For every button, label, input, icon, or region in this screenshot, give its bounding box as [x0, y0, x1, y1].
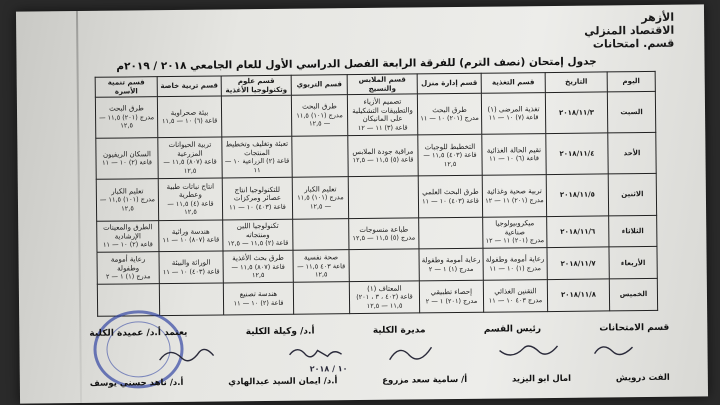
exam-room-time: قاعة (٤) ١١,٥ — ١٢,٥ — [167, 199, 214, 216]
exam-cell — [159, 220, 223, 252]
exam-cell — [418, 134, 482, 176]
exam-room-time: قاعة (٢) الزراعية ١٠ — ١١ — [224, 157, 290, 174]
exam-subject: انتاج نباتات طبية وعطرية — [166, 182, 215, 199]
exam-cell — [349, 281, 419, 314]
exam-subject: إحصاء تطبيقي — [430, 287, 473, 297]
exam-subject: طرق البحث — [109, 104, 144, 114]
exam-room-time: مدرج (٥) ١١,٥ — ١٢,٥ — [352, 233, 416, 243]
exam-subject: هندسة وراثية — [171, 227, 210, 236]
exam-room-time: مدرج (١٠١) ١١,٥ — ١٢,٥ — [296, 111, 343, 128]
exam-room-time: مدرج (٢٠١) ١١ — ١٢ — [485, 195, 544, 205]
header-line-2: الاقتصاد المنزلي — [584, 23, 675, 38]
date-cell: ٢٠١٨/١١/٨ — [547, 279, 609, 311]
exam-subject: تعليم الكبار — [304, 185, 337, 194]
exam-room-time: مدرج (١) ١ — ٢ — [105, 272, 151, 281]
exam-subject: رعاية أمومة وطفولة — [485, 255, 545, 265]
exam-cell — [347, 94, 417, 136]
exam-cell — [223, 282, 293, 315]
exam-cell — [483, 216, 547, 248]
date-cell: ٢٠١٨/١١/٣ — [545, 92, 607, 134]
exam-subject: المعتاف (١) — [367, 284, 402, 293]
exam-room-time: قاعة (٨٠٧) ١٠ — ١١ — [162, 235, 220, 245]
exam-cell — [97, 220, 159, 252]
exam-room-time — [295, 157, 346, 158]
exam-subject: طرق بحث الأغذية — [232, 253, 284, 263]
exam-subject: طرق البحث — [432, 105, 467, 114]
day-cell: الأحد — [608, 133, 656, 175]
exam-cell — [222, 178, 292, 220]
date-cell: ٢٠١٨/١١/٤ — [546, 133, 608, 175]
schedule-table — [95, 71, 658, 317]
exam-room-time — [352, 265, 417, 266]
exam-room-time: قاعة (٤٠٣) ١١,٥ — ١٢,٥ — [423, 150, 477, 168]
exam-cell — [223, 219, 293, 251]
exam-subject: للتكنولوجيا انتاج عصائر ومركزات — [233, 185, 282, 203]
exam-subject: صحة نفسية — [303, 253, 339, 262]
exam-subject: الوراثة والبيئة — [171, 258, 211, 268]
day-cell: الاثنين — [608, 174, 656, 216]
schedule-row — [96, 174, 656, 221]
exam-subject: تكنولوجيا اللبن ومنتجاته — [236, 222, 279, 240]
exam-subject: طرق البحث — [302, 102, 337, 111]
signature-title: رئيس القسم — [483, 324, 542, 335]
date-cell: ٢٠١٨/١١/٦ — [547, 216, 609, 248]
signature-title: أ.د/ وكيلة الكلية — [245, 326, 315, 338]
exam-room-time: مدرج (١) ١٠ — ١١ — [489, 263, 542, 273]
col-header: قسم الملابس والنسيج — [347, 74, 417, 95]
col-header: قسم التربوي — [291, 75, 347, 96]
exam-cell — [293, 250, 349, 282]
exam-cell — [223, 251, 293, 283]
exam-room-time: مدرج ٤٠٣ ١٠ — ١١ — [488, 295, 543, 305]
exam-schedule-paper — [16, 4, 708, 403]
col-header: اليوم — [607, 71, 655, 92]
schedule-row — [95, 91, 655, 138]
date-cell: ٢٠١٨/١١/٥ — [546, 174, 608, 216]
exam-room-time: قاعة (٨٠٧) ١١,٥ — ١٢,٥ — [231, 262, 285, 280]
col-header: قسم تنمية الأسرة — [95, 77, 157, 98]
exam-subject: تعبئة وتغليف وتخطيط المنتجات — [225, 140, 289, 158]
col-header: التاريخ — [545, 72, 607, 93]
exam-room-time: قاعة ٤٠٣ ١١,٥ — ١٢,٥ — [296, 261, 346, 279]
signature-title: مديرة الكلية — [372, 325, 426, 336]
exam-room-time: قاعة (٤٠٣) ١٠ — ١١ — [229, 202, 286, 212]
exam-subject: تصميم الأزياء والتطبيقات التشكيلية على المانيكان — [352, 97, 413, 124]
exam-cell — [418, 176, 482, 218]
col-header: قسم علوم وتكنولوجيا الأغذية — [221, 75, 291, 96]
day-cell: الأربعاء — [609, 247, 657, 279]
exam-subject: رعاية أمومة وطفولة — [110, 255, 146, 273]
exam-cell — [417, 93, 481, 135]
exam-cell — [483, 248, 547, 280]
exam-cell — [481, 93, 545, 135]
exam-room-time: قاعة (٤٠٢ ، ٣ ، ٢٠١) ١١,٥ — ١٢,٥ — [356, 292, 413, 310]
exam-room-time — [295, 234, 346, 235]
schedule-row — [97, 279, 657, 317]
exam-cell — [348, 176, 418, 218]
exam-room-time — [224, 116, 289, 117]
exam-subject: ميكروبيولوجيا صناعية — [495, 219, 535, 237]
exam-room-time: مدرج (٢٠١) ١١,٥ — ١٢,٥ — [99, 113, 155, 130]
signature-date: ١٠ / ٢٠١٨ — [309, 364, 348, 374]
exam-room-time: مدرج (٢٠١) ١٠ — ١١ — [420, 113, 479, 123]
exam-subject: تربية صحية وغذائية — [486, 187, 542, 196]
day-cell: الخميس — [609, 279, 657, 311]
exam-room-time: قاعة (٢) ١٠ — ١١ — [102, 240, 153, 250]
exam-cell — [482, 175, 546, 217]
header-line-1: الأزهر — [641, 10, 675, 25]
exam-room-time — [100, 300, 157, 301]
signer-name: امال ابو اليزيد — [511, 373, 572, 385]
exam-room-time: قاعة (٦) ١٠ — ١١,٥ — [161, 116, 218, 126]
exam-cell — [95, 97, 157, 139]
exam-cell — [222, 136, 292, 178]
exam-cell — [349, 249, 419, 281]
exam-cell — [96, 138, 158, 180]
exam-room-time: قاعة (٣) ١١ — ١٢ — [357, 123, 408, 132]
exam-cell — [483, 280, 547, 312]
exam-cell — [96, 179, 158, 221]
exam-cell — [482, 134, 546, 176]
col-header: قسم التغذية — [481, 73, 545, 94]
exam-cell — [221, 95, 291, 137]
exam-subject: التقنين الغذائي — [494, 287, 537, 296]
exam-subject: رعاية أمومة وطفولة — [421, 256, 481, 265]
exam-room-time — [162, 299, 221, 300]
col-header: قسم إدارة منزل — [417, 73, 481, 94]
exam-subject: تغذية المرضى (١) — [487, 104, 540, 114]
exam-subject: السكان الريفيون — [102, 150, 152, 159]
exam-cell — [348, 135, 418, 177]
exam-subject: تربية الحيوانات المزرعية — [168, 140, 212, 158]
exam-subject: بيئة صحراوية — [170, 108, 209, 117]
exam-subject: تعليم الكبار — [111, 187, 144, 196]
exam-cell — [292, 177, 348, 219]
schedule-row — [96, 133, 656, 180]
exam-room-time: قاعة (٥) ١١,٥ — ١٢,٥ — [352, 155, 414, 165]
exam-subject: طباعة منسوجات — [359, 225, 409, 234]
exam-room-time: قاعة (٤٠٣) ١٠ — ١١ — [422, 196, 479, 205]
exam-cell — [419, 217, 483, 249]
exam-room-time: قاعة (٤٠٣) ١٠ — ١١ — [162, 267, 220, 276]
exam-room-time: قاعة (٢) ١١,٥ — ١٢,٥ — [227, 239, 289, 248]
exam-room-time: قاعة (٢) ١٠ — ١١ — [102, 158, 152, 168]
exam-subject: طرق البحث العلمي — [422, 187, 479, 197]
exam-room-time: مدرج (٢٠١) ١ — ٢ — [425, 296, 478, 305]
exam-cell — [157, 96, 221, 138]
exam-room-time: قاعة (٨٠٧) ١١,٥ — ١٢,٥ — [163, 157, 217, 175]
exam-cell — [97, 252, 159, 284]
exam-cell — [291, 95, 347, 137]
exam-subject: تقيم الحالة الغذائية — [486, 145, 542, 155]
signature-title: يعتمد أ.د/ عميدة الكلية — [89, 327, 188, 339]
header-line-3: قسم. امتحانات — [592, 36, 675, 51]
signer-name: أ.د/ ايمان السيد عبدالهادي — [228, 376, 338, 388]
exam-room-time: مدرج (١) ١ — ٢ — [428, 264, 474, 274]
signer-name: أ/ سامية سعد مزروع — [382, 374, 468, 386]
exam-cell — [292, 136, 348, 178]
exam-room-time — [351, 197, 416, 198]
exam-cell — [293, 282, 349, 314]
exam-room-time: مدرج (١٠١) ١١,٥ — ١٢,٥ — [297, 193, 344, 211]
exam-subject: مراقبة جودة الملابس — [352, 147, 414, 156]
date-cell: ٢٠١٨/١١/٧ — [547, 247, 609, 279]
exam-room-time — [296, 298, 347, 299]
exam-subject: هندسة تصنيع — [239, 289, 278, 299]
exam-cell — [293, 218, 349, 250]
col-header: قسم تربية خاصة — [157, 76, 221, 97]
exam-cell — [419, 249, 483, 281]
exam-cell — [158, 137, 222, 179]
exam-room-time: مدرج (١٠١) ١١,٥ — ١٢,٥ — [99, 195, 156, 213]
signer-name: الفت درويش — [615, 372, 670, 384]
exam-subject: التخطيط للوجبات — [424, 142, 476, 151]
exam-cell — [158, 178, 222, 220]
paper-fold — [76, 11, 82, 403]
exam-room-time: قاعة (٢) ١٠ — ١١ — [233, 298, 284, 307]
document-header — [544, 11, 674, 51]
exam-room-time: قاعة (٦) ١٠ — ١١ — [489, 154, 539, 164]
signature-title: قسم الامتحانات — [599, 322, 670, 334]
exam-subject: الطرق والمعينات الإرشادية — [103, 223, 153, 241]
day-cell: الثلاثاء — [609, 215, 657, 247]
exam-cell — [159, 251, 223, 283]
exam-room-time — [421, 233, 480, 234]
day-cell: السبت — [607, 91, 655, 133]
exam-cell — [349, 218, 419, 250]
document-title: جدول إمتحان (نصف الترم) للفرقة الرابعة الفصل الدراسي الأول للعام الجامعي ٢٠١٨ / ٢٠١٩م — [116, 55, 597, 73]
exam-room-time: مدرج (٢٠١) ١١ — ١٢ — [485, 236, 545, 246]
exam-room-time: قاعة (٧) ١٠ — ١١ — [488, 113, 539, 122]
exam-cell — [419, 280, 483, 312]
signer-name: أ.د/ ناهد حسني يوسف — [89, 377, 184, 389]
exam-cell — [159, 283, 223, 315]
